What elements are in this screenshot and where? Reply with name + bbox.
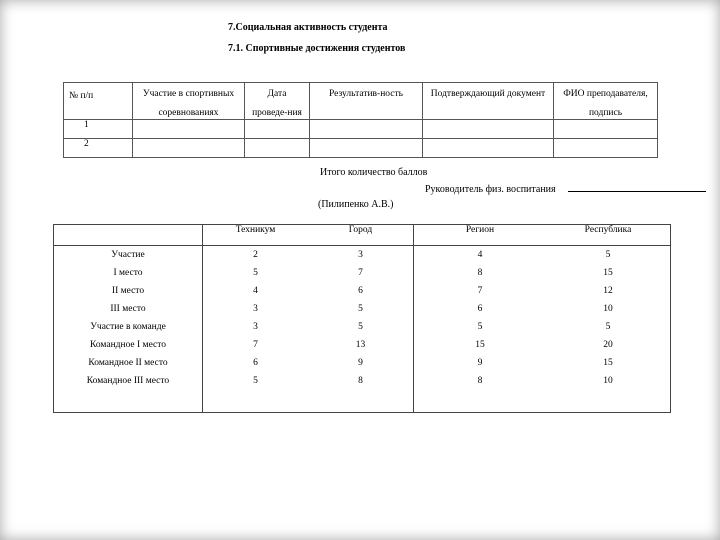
row-doc-cell[interactable]	[423, 139, 554, 158]
achievements-header-row	[64, 83, 658, 120]
points-cell: 6	[414, 300, 547, 318]
points-cell: 10	[603, 304, 613, 314]
points-row	[54, 354, 671, 372]
points-cell: 3	[203, 300, 309, 318]
points-cell: 9	[358, 358, 363, 368]
points-cell: 20	[603, 340, 613, 350]
points-row-label: III место	[110, 304, 146, 314]
points-cell: 5	[605, 322, 611, 332]
row-num: 2	[64, 139, 133, 158]
points-cell: 10	[603, 376, 613, 386]
row-result-cell[interactable]	[310, 139, 423, 158]
points-row	[54, 282, 671, 300]
header-result-text: Результатив-ность	[329, 89, 403, 99]
points-cell: 5	[358, 322, 363, 332]
points-cell: 6	[203, 354, 309, 372]
points-header-col: Техникум	[203, 225, 309, 246]
points-row-label: I место	[113, 268, 143, 278]
points-cell: 8	[358, 376, 363, 386]
points-row-label: Участие в команде	[90, 322, 166, 332]
points-cell: 5	[605, 250, 611, 260]
row-num: 1	[64, 120, 133, 139]
header-event-line2: соревнованиях	[158, 108, 219, 118]
points-row-label: II место	[111, 286, 145, 296]
achievement-row	[64, 139, 658, 158]
points-row	[54, 336, 671, 354]
row-result-cell[interactable]	[310, 120, 423, 139]
header-result	[310, 83, 423, 120]
points-cell: 15	[603, 268, 613, 278]
points-cell: 13	[355, 340, 366, 350]
points-cell: 7	[203, 336, 309, 354]
header-doc-text: Подтверждающий документ	[430, 89, 546, 99]
points-row	[54, 246, 671, 265]
points-cell: 3	[358, 250, 363, 260]
row-teacher-cell[interactable]	[554, 120, 658, 139]
header-teacher	[554, 83, 658, 120]
total-points-label: Итого количество баллов	[320, 167, 428, 178]
points-row	[54, 372, 671, 390]
spacer-cell	[414, 390, 547, 413]
points-cell: 15	[603, 358, 613, 368]
points-cell: 4	[203, 282, 309, 300]
signature-line	[568, 191, 706, 192]
points-cell: 9	[414, 354, 547, 372]
points-cell: 2	[203, 246, 309, 265]
points-row	[54, 264, 671, 282]
header-doc	[423, 83, 554, 120]
spacer-cell	[54, 390, 203, 413]
points-row	[54, 300, 671, 318]
header-teacher-line1: ФИО преподавателя,	[563, 89, 648, 99]
row-teacher-cell[interactable]	[554, 139, 658, 158]
head-label: Руководитель физ. воспитания	[425, 184, 556, 195]
points-row-label: Командное I место	[89, 340, 167, 350]
spacer-cell	[308, 390, 414, 413]
header-date-line1: Дата	[267, 89, 287, 99]
points-header-col: Республика	[584, 225, 632, 235]
spacer-cell	[546, 390, 671, 413]
points-cell: 6	[358, 286, 363, 296]
spacer-cell	[203, 390, 309, 413]
row-doc-cell[interactable]	[423, 120, 554, 139]
points-spacer-row	[54, 390, 671, 413]
points-header-row	[54, 225, 671, 246]
row-event-cell[interactable]	[133, 139, 245, 158]
achievements-table	[63, 82, 658, 158]
header-event-line1: Участие в спортивных	[142, 89, 235, 99]
points-cell: 5	[203, 264, 309, 282]
subsection-title: 7.1. Спортивные достижения студентов	[228, 43, 406, 54]
row-date-cell[interactable]	[245, 120, 310, 139]
points-cell: 8	[414, 372, 547, 390]
header-date	[245, 83, 310, 120]
points-cell: 7	[358, 268, 363, 278]
points-header-col: Регион	[414, 225, 547, 246]
points-cell: 5	[203, 372, 309, 390]
head-name: (Пилипенко А.В.)	[318, 199, 394, 210]
points-cell: 3	[203, 318, 309, 336]
achievement-row	[64, 120, 658, 139]
points-cell: 5	[414, 318, 547, 336]
header-date-line2: проведе-ния	[252, 108, 302, 118]
header-num: № п/п	[64, 83, 133, 120]
points-header-col: Город	[348, 225, 373, 235]
section-title: 7.Социальная активность студента	[228, 22, 388, 33]
points-cell: 7	[414, 282, 547, 300]
header-event	[133, 83, 245, 120]
points-header-empty	[54, 225, 203, 246]
points-cell: 12	[603, 286, 613, 296]
points-cell: 5	[358, 304, 363, 314]
points-cell: 15	[414, 336, 547, 354]
row-date-cell[interactable]	[245, 139, 310, 158]
points-cell: 4	[414, 246, 547, 265]
header-teacher-line2: подпись	[588, 108, 623, 118]
points-row-label: Командное II место	[88, 358, 168, 368]
points-row	[54, 318, 671, 336]
points-row-label: Командное III место	[86, 376, 170, 386]
row-event-cell[interactable]	[133, 120, 245, 139]
points-row-label: Участие	[111, 250, 145, 260]
points-cell: 8	[414, 264, 547, 282]
points-table	[53, 224, 671, 413]
